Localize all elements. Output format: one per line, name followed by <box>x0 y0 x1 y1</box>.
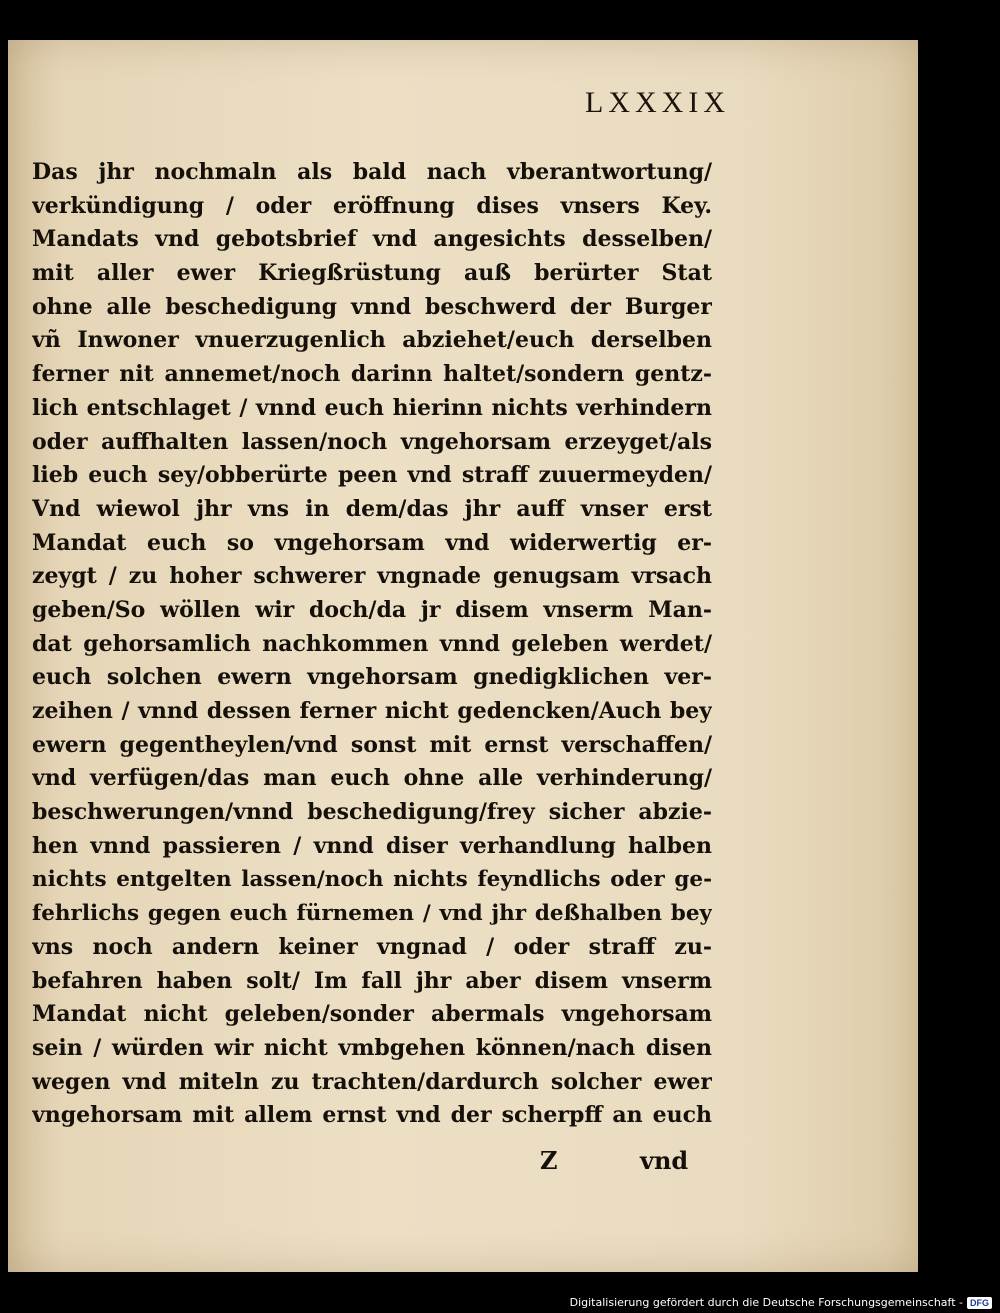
folio-number: LXXXIX <box>585 86 730 119</box>
text-line: Vnd wiewol jhr vns in dem/das jhr auff vnser erst <box>32 495 712 522</box>
text-line: vngehorsam mit allem ernst vnd der scherpff an euch <box>32 1102 712 1129</box>
text-line: nichts entgelten lassen/noch nichts feyndlichs oder ge- <box>32 867 712 893</box>
text-line: befahren haben solt/ Im fall jhr aber disem vnserm <box>32 967 712 994</box>
text-line: vñ Inwoner vnuerzugenlich abziehet/euch derselben <box>32 327 712 354</box>
text-line: Mandats vnd gebotsbrief vnd angesichts desselben/ <box>32 226 712 253</box>
text-line: wegen vnd miteln zu trachten/dardurch solcher ewer <box>32 1068 712 1095</box>
text-line: lieb euch sey/obberürte peen vnd straff zuuermeyden/ <box>32 462 712 489</box>
text-line: fehrlichs gegen euch fürnemen / vnd jhr deßhalben bey <box>32 901 712 927</box>
body-text <box>32 156 712 1133</box>
text-line: vnd verfügen/das man euch ohne alle verhinderung/ <box>32 765 712 792</box>
text-line: hen vnnd passieren / vnnd diser verhandlung halben <box>32 832 712 859</box>
digitization-credit <box>570 1296 992 1309</box>
text-line: ohne alle beschedigung vnnd beschwerd der Burger <box>32 293 712 320</box>
text-line: euch solchen ewern vngehorsam gnedigklichen ver- <box>32 664 712 691</box>
text-line: beschwerungen/vnnd beschedigung/frey sicher abzie- <box>32 799 712 826</box>
text-line: Das jhr nochmaln als bald nach vberantwortung/ <box>32 159 712 185</box>
text-line: ferner nit annemet/noch darinn haltet/sondern gentz- <box>32 361 712 388</box>
text-line: mit aller ewer Kriegßrüstung auß berürter Stat <box>32 260 712 287</box>
dfg-logo-icon: DFG <box>967 1297 992 1309</box>
text-line: oder auffhalten lassen/noch vngehorsam erzeyget/als <box>32 428 712 455</box>
show-through-text <box>778 600 918 740</box>
text-line: sein / würden wir nicht vmbgehen können/nach disen <box>32 1034 712 1061</box>
text-line: ewern gegentheylen/vnd sonst mit ernst verschaffen/ <box>32 731 712 758</box>
text-line: zeihen / vnnd dessen ferner nicht gedencken/Auch bey <box>32 698 712 724</box>
text-line: Mandat euch so vngehorsam vnd widerwertig er- <box>32 529 712 556</box>
text-line: Mandat nicht geleben/sonder abermals vngehorsam <box>32 1001 712 1028</box>
text-line: geben/So wöllen wir doch/da jr disem vnserm Man- <box>32 596 712 623</box>
text-line: vns noch andern keiner vngnad / oder straff zu- <box>32 933 712 960</box>
catchword: vnd <box>640 1146 689 1175</box>
text-line: zeygt / zu hoher schwerer vngnade genugsam vrsach <box>32 563 712 590</box>
text-line: lich entschlaget / vnnd euch hierinn nichts verhindern <box>32 394 712 421</box>
text-line: dat gehorsamlich nachkommen vnnd geleben werdet/ <box>32 630 712 657</box>
credit-text: Digitalisierung gefördert durch die Deutsche Forschungsgemeinschaft - <box>569 1296 963 1309</box>
text-line: verkündigung / oder eröffnung dises vnsers Key. <box>32 192 712 219</box>
signature-mark: Z <box>540 1146 558 1175</box>
